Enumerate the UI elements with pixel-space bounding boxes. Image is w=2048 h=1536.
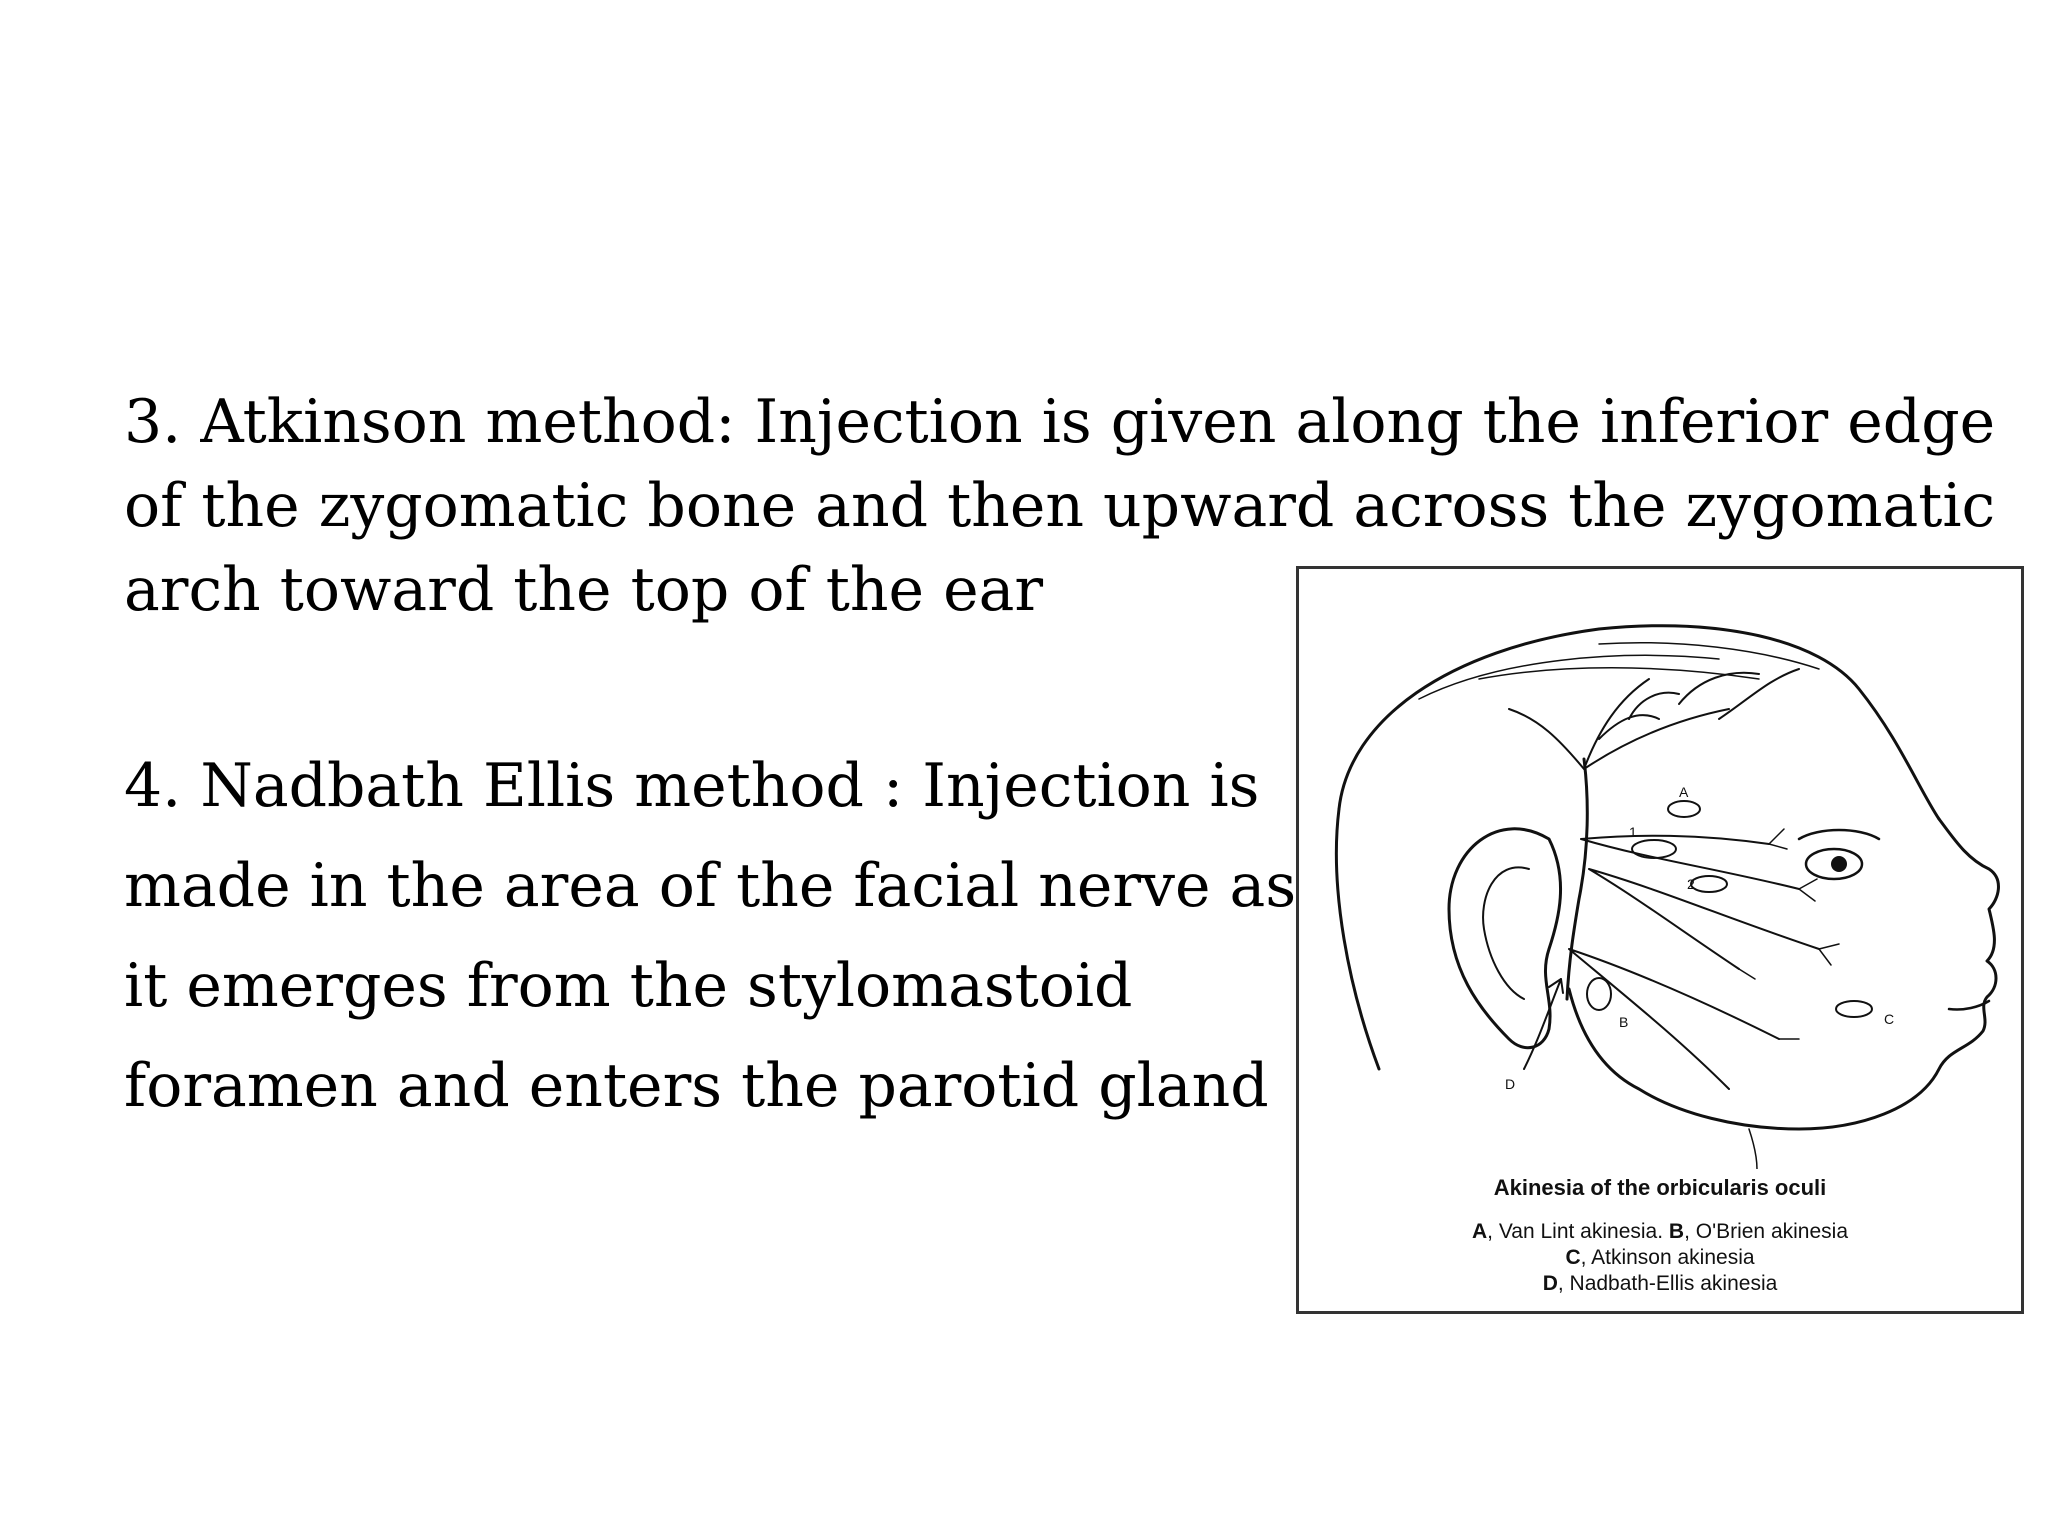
paragraph-line: of the zygomatic bone and then upward across the zygomatic	[124, 471, 1996, 541]
paragraph-line: 3. Atkinson method: Injection is given along the inferior edge	[124, 387, 1996, 457]
ear-inner	[1483, 867, 1529, 999]
facial-nerve-illustration	[1299, 569, 2021, 1169]
arrow-d	[1524, 979, 1561, 1069]
marker-1: 1	[1629, 824, 1637, 840]
temporal-branches	[1509, 669, 1799, 769]
caption-row-d	[1299, 1271, 2021, 1297]
nadbath-ellis-method-paragraph	[124, 736, 1297, 1136]
paragraph-line: made in the area of the facial nerve as	[124, 851, 1297, 921]
eyebrow	[1799, 830, 1879, 839]
caption-letter-c: C	[1565, 1246, 1581, 1269]
caption-letter-a: A	[1472, 1220, 1488, 1243]
ear	[1449, 829, 1561, 1048]
caption-text-b: , O'Brien akinesia	[1684, 1220, 1848, 1243]
caption-letter-b: B	[1668, 1220, 1685, 1243]
paragraph-line: 4. Nadbath Ellis method : Injection is	[124, 751, 1260, 821]
akinesia-figure	[1296, 566, 2024, 1314]
marker-b: B	[1619, 1014, 1629, 1030]
small-nerve-twigs	[1739, 829, 1839, 1039]
nerve-trunk	[1567, 759, 1587, 999]
injection-site-b	[1587, 978, 1611, 1010]
caption-text-a: , Van Lint akinesia.	[1487, 1220, 1669, 1243]
face-profile	[1569, 819, 1998, 1129]
figure-caption-title: Akinesia of the orbicularis oculi	[1493, 1175, 1827, 1200]
back-of-neck	[1336, 809, 1379, 1069]
caption-row-ab	[1299, 1219, 2021, 1245]
injection-site-2	[1691, 876, 1727, 892]
injection-site-1	[1632, 840, 1676, 858]
caption-letter-d: D	[1542, 1272, 1558, 1295]
caption-text-d: , Nadbath-Ellis akinesia	[1557, 1272, 1778, 1295]
zygomatic-branches	[1569, 836, 1819, 1089]
marker-d: D	[1505, 1076, 1516, 1092]
paragraph-line: it emerges from the stylomastoid	[124, 951, 1133, 1021]
injection-site-a	[1668, 801, 1700, 817]
paragraph-line: arch toward the top of the ear	[124, 555, 1044, 625]
marker-2: 2	[1687, 876, 1695, 892]
injection-site-c	[1836, 1001, 1872, 1017]
paragraph-line: foramen and enters the parotid gland	[124, 1051, 1269, 1121]
marker-c: C	[1884, 1011, 1895, 1027]
caption-row-c	[1299, 1245, 2021, 1271]
marker-a: A	[1679, 784, 1689, 800]
neck-line	[1749, 1129, 1757, 1169]
figure-caption	[1299, 1219, 2021, 1297]
caption-text-c: , Atkinson akinesia	[1580, 1246, 1755, 1269]
pupil	[1831, 856, 1847, 872]
